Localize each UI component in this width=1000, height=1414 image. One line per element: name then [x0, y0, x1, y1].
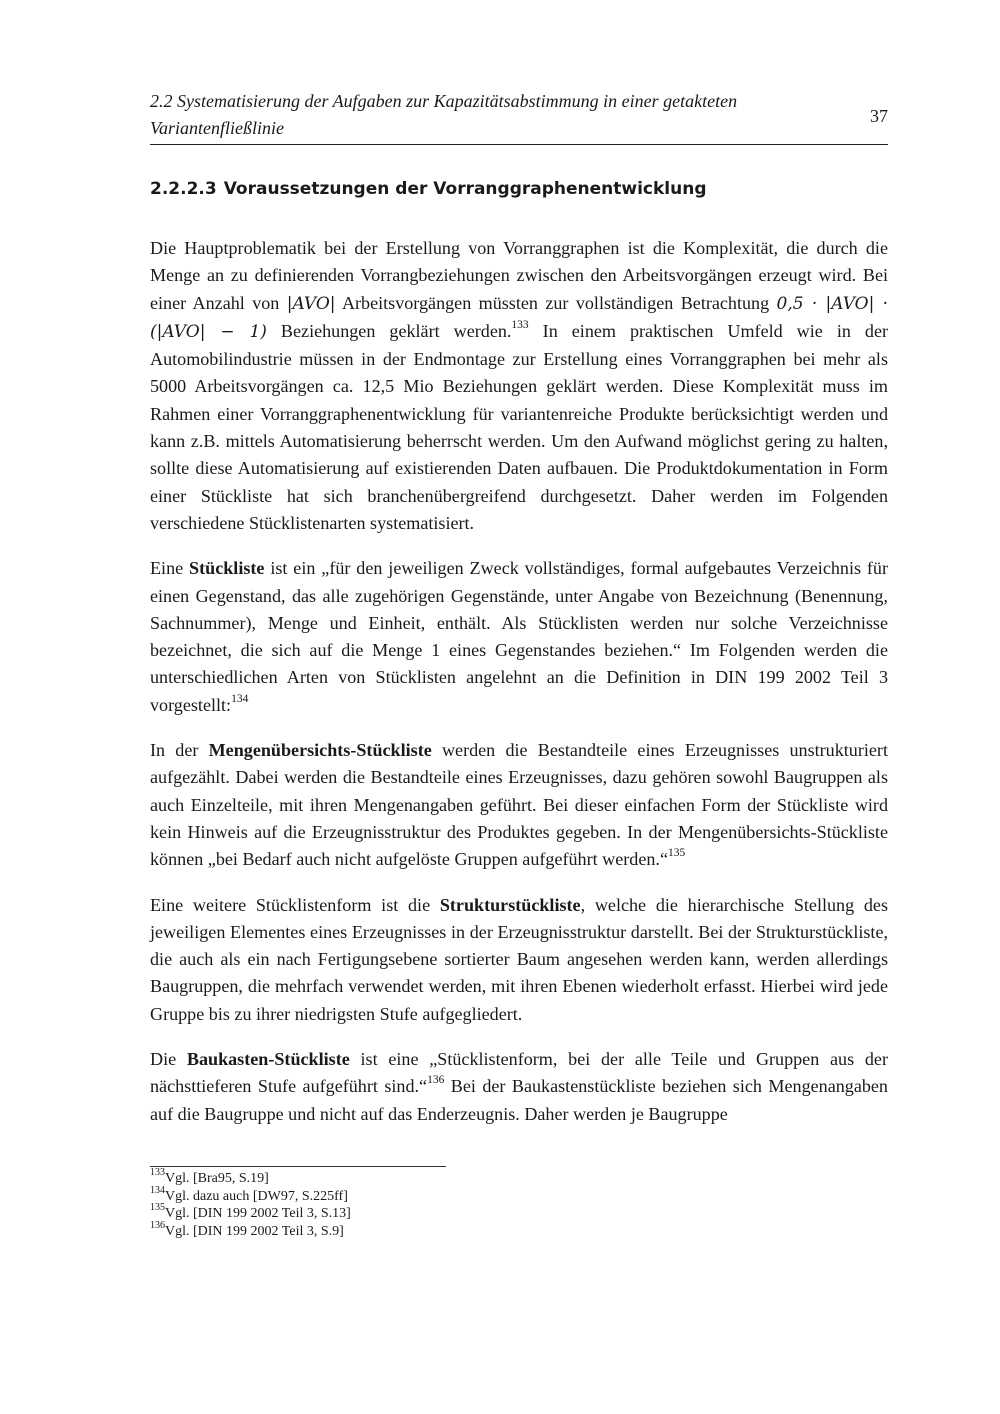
- section-title: Voraussetzungen der Vorranggraphenentwicklung: [223, 179, 707, 199]
- footnote-136: $^{136}$Vgl. [DIN 199 2002 Teil 3, S.9]: [150, 1219, 344, 1239]
- footnotes: [150, 1166, 888, 1240]
- paragraph-mengenuebersicht: In der Mengenübersichts-Stückliste werden die Bestandteile eines Erzeugnisses unstrukturiert aufgezählt. Dabei werden die Bestandteile eines Erzeugnisses, dazu gehören sowohl Baugruppen als auch Einzelteile, mit ihren Mengenangaben geführt. Bei dieser einfachen Form der Stückliste wird kein Hinweis auf die Erzeugnisstruktur des Produktes gegeben. In der Mengenübersichts-Stückliste können „bei Bedarf auch nicht aufgelöste Gruppen aufgeführt werden.“$^{135}$: [150, 740, 888, 870]
- footnote-ref-135[interactable]: 135: [667, 847, 686, 860]
- term-mengenuebersichts-stueckliste: Mengenübersichts-Stückliste: [208, 740, 432, 761]
- footnote-133: $^{133}$Vgl. [Bra95, S.19]: [150, 1167, 269, 1186]
- section-number: 2.2.2.3: [150, 179, 217, 199]
- paragraph-complexity: Die Hauptproblematik bei der Erstellung von Vorranggraphen ist die Komplexität, die durch die Menge an zu definierenden Vorrangbeziehungen zwischen den Arbeitsvorgängen erzeugt wird. Bei einer Anzahl von |AVO| Arbeitsvorgängen müssten zur vollständigen Betrachtung 0,5 · |AVO| · (|AVO| − 1) Beziehungen geklärt werden.$^{133}$ In einem praktischen Umfeld wie in der Automobilindustrie müssen in der Endmontage zur Erstellung eines Vorranggraphen bei mehr als 5000 Arbeitsvorgängen ca. 12,5 Mio Beziehungen geklärt werden. Diese Komplexität muss im Rahmen einer Vorranggraphenentwicklung für variantenreiche Produkte berücksichtigt werden und kann z.B. mittels Automatisierung beherrscht werden. Um den Aufwand möglichst gering zu halten, sollte diese Automatisierung auf existierenden Daten aufbauen. Die Produktdokumentation in Form einer Stückliste hat sich branchenübergreifend durchgesetzt. Daher werden im Folgenden verschiedene Stücklistenarten systematisiert.: [150, 238, 889, 533]
- footnote-134: $^{134}$Vgl. dazu auch [DW97, S.225ff]: [150, 1184, 348, 1204]
- paragraph-stueckliste: Eine Stückliste ist ein „für den jeweiligen Zweck vollständiges, formal aufgebautes Verzeichnis für einen Gegenstand, das alle zugehörigen Gegenstände, unter Angabe von Bezeichnung (Benennung, Sachnummer), Menge und Einheit, enthält. Als Stücklisten werden nur solche Verzeichnisse bezeichnet, die sich auf die Menge 1 eines Gegenstandes beziehen.“ Im Folgenden werden die unterschiedlichen Arten von Stücklisten angelehnt an die Definition in DIN 199 2002 Teil 3 vorgestellt:$^{134}$: [150, 558, 888, 715]
- paragraph-strukturstueckliste: Eine weitere Stücklistenform ist die Strukturstückliste, welche die hierarchische Stellung des jeweiligen Elementes eines Erzeugnisses in der Erzeugnisstruktur darstellt. Bei der Strukturstückliste, die auch als ein nach Fertigungsebene sortierter Baum angesehen werden kann, werden allerdings Baugruppen, die mehrfach verwendet werden, mit ihren Ebenen wiederholt erfasst. Hierbei wird jede Gruppe bis zu ihrer niedrigsten Stufe aufgegliedert.: [150, 894, 888, 1024]
- page-number: 37: [870, 106, 888, 126]
- footnote-ref-136[interactable]: 136: [427, 1074, 445, 1087]
- math-avo: |AVO|: [286, 293, 336, 314]
- term-stueckliste: Stückliste: [189, 558, 265, 579]
- section-heading: [150, 176, 707, 202]
- running-header: [150, 88, 888, 145]
- footnote-ref-133[interactable]: 133: [511, 318, 529, 331]
- footnote-rule: [150, 1166, 446, 1167]
- footnote-ref-134[interactable]: 134: [231, 692, 249, 705]
- footnote-135: $^{135}$Vgl. [DIN 199 2002 Teil 3, S.13]: [150, 1202, 351, 1221]
- term-strukturstueckliste: Strukturstückliste: [439, 894, 581, 915]
- term-baukasten-stueckliste: Baukasten-Stückliste: [186, 1049, 350, 1070]
- running-title: 2.2 Systematisierung der Aufgaben zur Kapazitätsabstimmung in einer getakteten Variantenfließlinie: [150, 91, 738, 138]
- math-relations-formula: 0,5 · |AVO| · (|AVO| − 1): [150, 293, 889, 342]
- paragraph-baukasten: Die Baukasten-Stückliste ist eine „Stücklistenform, bei der alle Teile und Gruppen aus der nächsttieferen Stufe aufgeführt sind.“$^{136}$ Bei der Baukastenstückliste beziehen sich Mengenangaben auf die Baugruppe und nicht auf das Enderzeugnis. Daher werden je Baugruppe: [150, 1049, 888, 1124]
- body-text: [150, 235, 888, 1146]
- document-page: [150, 0, 888, 1414]
